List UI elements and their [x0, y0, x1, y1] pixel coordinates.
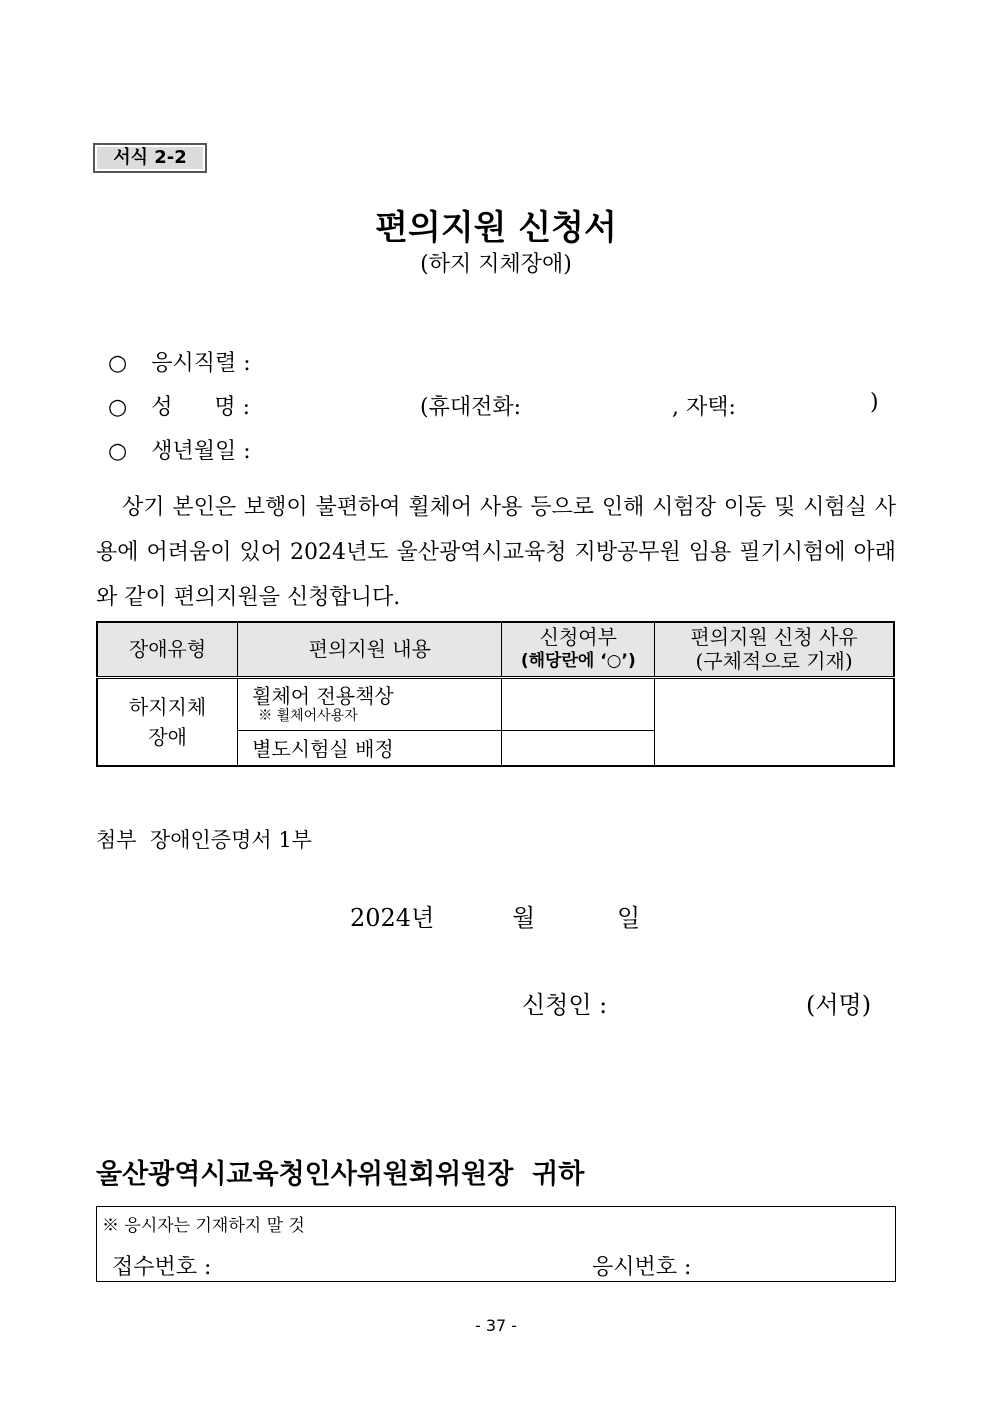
- signature-label: (서명): [806, 991, 872, 1019]
- disability-type-cell: [97, 677, 238, 766]
- header-content: 편의지원 내용: [238, 622, 502, 677]
- addressee: 울산광역시교육청인사위원회위원장 귀하: [96, 1159, 585, 1190]
- document-subtitle: (하지 지체장애): [420, 252, 572, 277]
- date-month: 월: [512, 904, 536, 932]
- table-row: [97, 677, 894, 730]
- support-note: ※ 휠체어사용자: [258, 708, 358, 724]
- exam-number-label: 응시번호 :: [592, 1255, 692, 1280]
- field-birth: [108, 434, 251, 465]
- support-content: 별도시험실 배정: [252, 737, 394, 762]
- header-reason-line2: (구체적으로 기재): [695, 649, 853, 674]
- birth-label: 생년월일 :: [151, 439, 251, 464]
- header-type: 장애유형: [97, 622, 238, 677]
- date-year: 2024년: [350, 904, 435, 932]
- document-title: 편의지원 신청서: [375, 208, 617, 248]
- support-content-cell: [238, 677, 502, 730]
- header-reason: [655, 622, 894, 677]
- field-name: [108, 390, 250, 421]
- receipt-number-label: 접수번호 :: [112, 1255, 212, 1280]
- disability-type-line2: 장애: [148, 724, 187, 749]
- position-label: 응시직렬 :: [151, 351, 251, 376]
- office-use-note: ※ 응시자는 기재하지 말 것: [102, 1216, 305, 1236]
- header-apply: [502, 622, 655, 677]
- field-position: [108, 346, 251, 377]
- header-apply-line1: 신청여부: [539, 625, 617, 650]
- home-phone-label: , 자택:: [672, 395, 736, 420]
- disability-type-line1: 하지지체: [128, 694, 207, 719]
- applicant-label: 신청인 :: [522, 991, 608, 1019]
- support-content: 휠체어 전용책상: [252, 684, 394, 708]
- close-paren: ): [870, 390, 879, 415]
- bullet-icon: ○: [108, 395, 128, 420]
- table-header-row: [97, 622, 894, 677]
- form-number-label: 서식 2-2: [93, 143, 207, 173]
- attachment-note: 첨부 장애인증명서 1부: [96, 828, 312, 852]
- header-apply-line2: (해당란에 ‘○’): [520, 651, 636, 672]
- application-statement: 상기 본인은 보행이 불편하여 휠체어 사용 등으로 인해 시험장 이동 및 시험실 사용에 어려움이 있어 2024년도 울산광역시교육청 지방공무원 임용 필기시험에 아래와 같이 편의지원을 신청합니다.: [96, 495, 896, 610]
- apply-check-cell[interactable]: [502, 677, 655, 730]
- page-number: - 37 -: [474, 1316, 518, 1335]
- support-table: [96, 621, 895, 767]
- date-day: 일: [617, 904, 641, 932]
- reason-cell[interactable]: [655, 677, 894, 766]
- bullet-icon: ○: [108, 351, 128, 376]
- header-reason-line1: 편의지원 신청 사유: [690, 625, 858, 650]
- support-content-cell: [238, 730, 502, 766]
- phone-label: (휴대전화:: [420, 395, 522, 420]
- name-label: 성 명 :: [151, 395, 251, 420]
- bullet-icon: ○: [108, 439, 128, 464]
- apply-check-cell[interactable]: [502, 730, 655, 766]
